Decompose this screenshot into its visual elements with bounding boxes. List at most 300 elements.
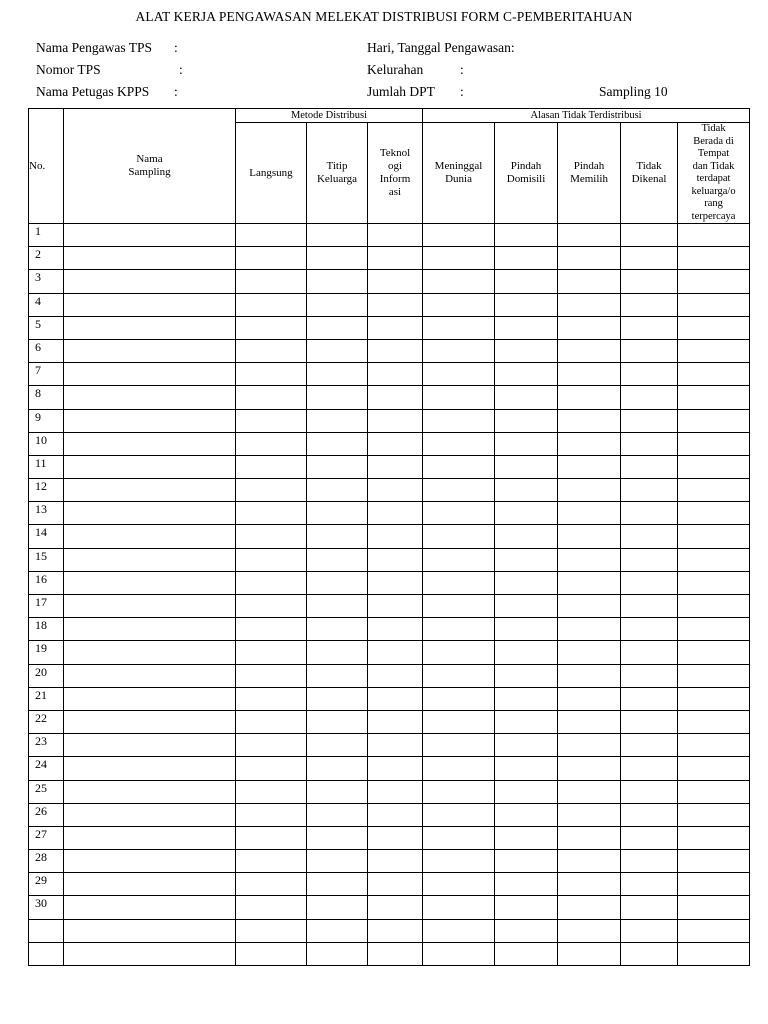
tidak-berada-cell[interactable] [678,850,750,873]
pindah-domisili-cell[interactable] [495,734,558,757]
teknologi-informasi-cell[interactable] [368,757,423,780]
titip-keluarga-cell[interactable] [307,710,368,733]
pindah-domisili-cell[interactable] [495,687,558,710]
row-number: 24 [29,757,64,780]
nama-sampling-cell[interactable] [64,502,236,525]
teknologi-informasi-cell[interactable] [368,386,423,409]
pindah-memilih-cell[interactable] [558,432,621,455]
langsung-cell[interactable] [236,734,307,757]
pindah-domisili-cell[interactable] [495,432,558,455]
header-teknologi-informasi: Teknol ogi Inform asi [368,123,423,224]
tidak-dikenal-cell[interactable] [621,525,678,548]
meninggal-dunia-cell[interactable] [423,826,495,849]
langsung-cell[interactable] [236,571,307,594]
pindah-domisili-cell[interactable] [495,339,558,362]
titip-keluarga-cell[interactable] [307,734,368,757]
titip-keluarga-cell[interactable] [307,502,368,525]
teknologi-informasi-cell[interactable] [368,873,423,896]
titip-keluarga-cell[interactable] [307,432,368,455]
pindah-memilih-cell[interactable] [558,641,621,664]
pindah-domisili-cell[interactable] [495,826,558,849]
meninggal-dunia-cell[interactable] [423,363,495,386]
langsung-cell[interactable] [236,710,307,733]
meninggal-dunia-cell[interactable] [423,455,495,478]
meninggal-dunia-cell[interactable] [423,479,495,502]
langsung-cell[interactable] [236,502,307,525]
tidak-dikenal-cell[interactable] [621,942,678,965]
titip-keluarga-cell[interactable] [307,224,368,247]
meninggal-dunia-cell[interactable] [423,502,495,525]
titip-keluarga-cell[interactable] [307,571,368,594]
tidak-berada-cell[interactable] [678,687,750,710]
nama-sampling-cell[interactable] [64,479,236,502]
tidak-dikenal-cell[interactable] [621,595,678,618]
nama-sampling-cell[interactable] [64,850,236,873]
nama-sampling-cell[interactable] [64,363,236,386]
titip-keluarga-cell[interactable] [307,525,368,548]
titip-keluarga-cell[interactable] [307,919,368,942]
titip-keluarga-cell[interactable] [307,363,368,386]
titip-keluarga-cell[interactable] [307,247,368,270]
titip-keluarga-cell[interactable] [307,873,368,896]
pindah-memilih-cell[interactable] [558,525,621,548]
pindah-domisili-cell[interactable] [495,270,558,293]
pindah-domisili-cell[interactable] [495,409,558,432]
label-kelurahan: Kelurahan [367,62,424,77]
pindah-memilih-cell[interactable] [558,850,621,873]
tidak-dikenal-cell[interactable] [621,618,678,641]
tidak-dikenal-cell[interactable] [621,919,678,942]
langsung-cell[interactable] [236,687,307,710]
pindah-memilih-cell[interactable] [558,618,621,641]
meninggal-dunia-cell[interactable] [423,873,495,896]
tidak-berada-cell[interactable] [678,919,750,942]
titip-keluarga-cell[interactable] [307,455,368,478]
tidak-berada-cell[interactable] [678,386,750,409]
meninggal-dunia-cell[interactable] [423,432,495,455]
titip-keluarga-cell[interactable] [307,618,368,641]
langsung-cell[interactable] [236,409,307,432]
meninggal-dunia-cell[interactable] [423,247,495,270]
tidak-berada-cell[interactable] [678,873,750,896]
nama-sampling-cell[interactable] [64,734,236,757]
nama-sampling-cell[interactable] [64,455,236,478]
tidak-dikenal-cell[interactable] [621,780,678,803]
langsung-cell[interactable] [236,363,307,386]
teknologi-informasi-cell[interactable] [368,826,423,849]
tidak-berada-cell[interactable] [678,803,750,826]
meninggal-dunia-cell[interactable] [423,618,495,641]
tidak-dikenal-cell[interactable] [621,479,678,502]
pindah-memilih-cell[interactable] [558,270,621,293]
langsung-cell[interactable] [236,339,307,362]
pindah-memilih-cell[interactable] [558,363,621,386]
titip-keluarga-cell[interactable] [307,803,368,826]
tidak-berada-cell[interactable] [678,548,750,571]
titip-keluarga-cell[interactable] [307,595,368,618]
teknologi-informasi-cell[interactable] [368,734,423,757]
langsung-cell[interactable] [236,803,307,826]
pindah-domisili-cell[interactable] [495,479,558,502]
langsung-cell[interactable] [236,826,307,849]
tidak-dikenal-cell[interactable] [621,826,678,849]
pindah-memilih-cell[interactable] [558,386,621,409]
langsung-cell[interactable] [236,224,307,247]
tidak-dikenal-cell[interactable] [621,293,678,316]
titip-keluarga-cell[interactable] [307,339,368,362]
meninggal-dunia-cell[interactable] [423,571,495,594]
pindah-domisili-cell[interactable] [495,502,558,525]
langsung-cell[interactable] [236,247,307,270]
langsung-cell[interactable] [236,548,307,571]
meninggal-dunia-cell[interactable] [423,316,495,339]
tidak-berada-cell[interactable] [678,247,750,270]
nama-sampling-cell[interactable] [64,386,236,409]
tidak-berada-cell[interactable] [678,479,750,502]
nama-sampling-cell[interactable] [64,873,236,896]
nama-sampling-cell[interactable] [64,525,236,548]
tidak-dikenal-cell[interactable] [621,270,678,293]
tidak-dikenal-cell[interactable] [621,432,678,455]
pindah-domisili-cell[interactable] [495,363,558,386]
nama-sampling-cell[interactable] [64,919,236,942]
tidak-berada-cell[interactable] [678,641,750,664]
pindah-domisili-cell[interactable] [495,618,558,641]
table-row [29,803,750,826]
titip-keluarga-cell[interactable] [307,293,368,316]
tidak-berada-cell[interactable] [678,502,750,525]
tidak-dikenal-cell[interactable] [621,316,678,339]
langsung-cell[interactable] [236,757,307,780]
pindah-domisili-cell[interactable] [495,386,558,409]
nama-sampling-cell[interactable] [64,247,236,270]
titip-keluarga-cell[interactable] [307,641,368,664]
titip-keluarga-cell[interactable] [307,386,368,409]
meninggal-dunia-cell[interactable] [423,525,495,548]
teknologi-informasi-cell[interactable] [368,339,423,362]
pindah-domisili-cell[interactable] [495,455,558,478]
teknologi-informasi-cell[interactable] [368,942,423,965]
pindah-memilih-cell[interactable] [558,757,621,780]
pindah-domisili-cell[interactable] [495,919,558,942]
langsung-cell[interactable] [236,595,307,618]
tidak-berada-cell[interactable] [678,595,750,618]
pindah-memilih-cell[interactable] [558,247,621,270]
nama-sampling-cell[interactable] [64,409,236,432]
pindah-memilih-cell[interactable] [558,664,621,687]
pindah-memilih-cell[interactable] [558,734,621,757]
langsung-cell[interactable] [236,386,307,409]
pindah-memilih-cell[interactable] [558,502,621,525]
tidak-berada-cell[interactable] [678,293,750,316]
teknologi-informasi-cell[interactable] [368,803,423,826]
meninggal-dunia-cell[interactable] [423,548,495,571]
pindah-domisili-cell[interactable] [495,548,558,571]
tidak-dikenal-cell[interactable] [621,571,678,594]
teknologi-informasi-cell[interactable] [368,247,423,270]
pindah-domisili-cell[interactable] [495,942,558,965]
meninggal-dunia-cell[interactable] [423,734,495,757]
langsung-cell[interactable] [236,850,307,873]
meninggal-dunia-cell[interactable] [423,641,495,664]
teknologi-informasi-cell[interactable] [368,409,423,432]
titip-keluarga-cell[interactable] [307,270,368,293]
teknologi-informasi-cell[interactable] [368,548,423,571]
pindah-memilih-cell[interactable] [558,803,621,826]
titip-keluarga-cell[interactable] [307,664,368,687]
meninggal-dunia-cell[interactable] [423,757,495,780]
langsung-cell[interactable] [236,479,307,502]
nama-sampling-cell[interactable] [64,687,236,710]
teknologi-informasi-cell[interactable] [368,919,423,942]
pindah-memilih-cell[interactable] [558,826,621,849]
langsung-cell[interactable] [236,455,307,478]
nama-sampling-cell[interactable] [64,270,236,293]
nama-sampling-cell[interactable] [64,710,236,733]
tidak-berada-cell[interactable] [678,734,750,757]
pindah-memilih-cell[interactable] [558,710,621,733]
tidak-berada-cell[interactable] [678,363,750,386]
tidak-dikenal-cell[interactable] [621,710,678,733]
tidak-dikenal-cell[interactable] [621,757,678,780]
tidak-dikenal-cell[interactable] [621,664,678,687]
nama-sampling-cell[interactable] [64,641,236,664]
teknologi-informasi-cell[interactable] [368,850,423,873]
pindah-memilih-cell[interactable] [558,224,621,247]
pindah-memilih-cell[interactable] [558,595,621,618]
nama-sampling-cell[interactable] [64,224,236,247]
pindah-domisili-cell[interactable] [495,780,558,803]
teknologi-informasi-cell[interactable] [368,363,423,386]
teknologi-informasi-cell[interactable] [368,432,423,455]
teknologi-informasi-cell[interactable] [368,687,423,710]
meninggal-dunia-cell[interactable] [423,896,495,919]
titip-keluarga-cell[interactable] [307,687,368,710]
tidak-berada-cell[interactable] [678,664,750,687]
meninggal-dunia-cell[interactable] [423,664,495,687]
tidak-dikenal-cell[interactable] [621,386,678,409]
pindah-domisili-cell[interactable] [495,641,558,664]
langsung-cell[interactable] [236,780,307,803]
pindah-memilih-cell[interactable] [558,942,621,965]
tidak-berada-cell[interactable] [678,710,750,733]
teknologi-informasi-cell[interactable] [368,224,423,247]
tidak-berada-cell[interactable] [678,826,750,849]
pindah-memilih-cell[interactable] [558,479,621,502]
teknologi-informasi-cell[interactable] [368,455,423,478]
nama-sampling-cell[interactable] [64,618,236,641]
meninggal-dunia-cell[interactable] [423,803,495,826]
tidak-dikenal-cell[interactable] [621,850,678,873]
pindah-domisili-cell[interactable] [495,873,558,896]
pindah-memilih-cell[interactable] [558,293,621,316]
nama-sampling-cell[interactable] [64,803,236,826]
nama-sampling-cell[interactable] [64,896,236,919]
teknologi-informasi-cell[interactable] [368,479,423,502]
nama-sampling-cell[interactable] [64,595,236,618]
pindah-domisili-cell[interactable] [495,850,558,873]
tidak-dikenal-cell[interactable] [621,641,678,664]
tidak-berada-cell[interactable] [678,316,750,339]
meninggal-dunia-cell[interactable] [423,942,495,965]
nama-sampling-cell[interactable] [64,432,236,455]
meninggal-dunia-cell[interactable] [423,409,495,432]
tidak-berada-cell[interactable] [678,455,750,478]
teknologi-informasi-cell[interactable] [368,896,423,919]
teknologi-informasi-cell[interactable] [368,780,423,803]
langsung-cell[interactable] [236,432,307,455]
pindah-domisili-cell[interactable] [495,224,558,247]
tidak-dikenal-cell[interactable] [621,247,678,270]
pindah-memilih-cell[interactable] [558,780,621,803]
titip-keluarga-cell[interactable] [307,942,368,965]
pindah-domisili-cell[interactable] [495,757,558,780]
tidak-berada-cell[interactable] [678,224,750,247]
pindah-domisili-cell[interactable] [495,803,558,826]
langsung-cell[interactable] [236,618,307,641]
teknologi-informasi-cell[interactable] [368,571,423,594]
teknologi-informasi-cell[interactable] [368,618,423,641]
langsung-cell[interactable] [236,942,307,965]
pindah-domisili-cell[interactable] [495,293,558,316]
pindah-domisili-cell[interactable] [495,316,558,339]
header-alasan-tidak-terdistribusi: Alasan Tidak Terdistribusi [423,109,750,123]
nama-sampling-cell[interactable] [64,826,236,849]
pindah-memilih-cell[interactable] [558,919,621,942]
titip-keluarga-cell[interactable] [307,896,368,919]
teknologi-informasi-cell[interactable] [368,525,423,548]
titip-keluarga-cell[interactable] [307,780,368,803]
meninggal-dunia-cell[interactable] [423,293,495,316]
row-number: 7 [29,363,64,386]
nama-sampling-cell[interactable] [64,316,236,339]
meninggal-dunia-cell[interactable] [423,595,495,618]
tidak-dikenal-cell[interactable] [621,803,678,826]
nama-sampling-cell[interactable] [64,339,236,362]
header-pindah-domisili: Pindah Domisili [495,123,558,224]
nama-sampling-cell[interactable] [64,571,236,594]
langsung-cell[interactable] [236,293,307,316]
pindah-memilih-cell[interactable] [558,316,621,339]
tidak-dikenal-cell[interactable] [621,896,678,919]
tidak-dikenal-cell[interactable] [621,409,678,432]
table-row [29,873,750,896]
langsung-cell[interactable] [236,525,307,548]
langsung-cell[interactable] [236,316,307,339]
pindah-domisili-cell[interactable] [495,595,558,618]
tidak-berada-cell[interactable] [678,780,750,803]
header-langsung: Langsung [236,123,307,224]
meninggal-dunia-cell[interactable] [423,386,495,409]
pindah-memilih-cell[interactable] [558,548,621,571]
tidak-dikenal-cell[interactable] [621,455,678,478]
tidak-berada-cell[interactable] [678,270,750,293]
tidak-dikenal-cell[interactable] [621,502,678,525]
nama-sampling-cell[interactable] [64,664,236,687]
meninggal-dunia-cell[interactable] [423,687,495,710]
titip-keluarga-cell[interactable] [307,316,368,339]
nama-sampling-cell[interactable] [64,942,236,965]
meninggal-dunia-cell[interactable] [423,339,495,362]
table-body [29,224,750,966]
meninggal-dunia-cell[interactable] [423,710,495,733]
pindah-domisili-cell[interactable] [495,664,558,687]
tidak-berada-cell[interactable] [678,942,750,965]
titip-keluarga-cell[interactable] [307,757,368,780]
pindah-memilih-cell[interactable] [558,896,621,919]
titip-keluarga-cell[interactable] [307,850,368,873]
tidak-berada-cell[interactable] [678,432,750,455]
titip-keluarga-cell[interactable] [307,548,368,571]
meninggal-dunia-cell[interactable] [423,224,495,247]
tidak-berada-cell[interactable] [678,757,750,780]
pindah-domisili-cell[interactable] [495,896,558,919]
tidak-dikenal-cell[interactable] [621,363,678,386]
meninggal-dunia-cell[interactable] [423,780,495,803]
tidak-berada-cell[interactable] [678,896,750,919]
titip-keluarga-cell[interactable] [307,826,368,849]
meninggal-dunia-cell[interactable] [423,850,495,873]
pindah-domisili-cell[interactable] [495,525,558,548]
langsung-cell[interactable] [236,641,307,664]
tidak-berada-cell[interactable] [678,339,750,362]
langsung-cell[interactable] [236,270,307,293]
meninggal-dunia-cell[interactable] [423,919,495,942]
nama-sampling-cell[interactable] [64,757,236,780]
tidak-berada-cell[interactable] [678,571,750,594]
teknologi-informasi-cell[interactable] [368,316,423,339]
row-number: 19 [29,641,64,664]
teknologi-informasi-cell[interactable] [368,595,423,618]
tidak-berada-cell[interactable] [678,525,750,548]
nama-sampling-cell[interactable] [64,548,236,571]
titip-keluarga-cell[interactable] [307,479,368,502]
tidak-berada-cell[interactable] [678,618,750,641]
teknologi-informasi-cell[interactable] [368,270,423,293]
teknologi-informasi-cell[interactable] [368,502,423,525]
pindah-domisili-cell[interactable] [495,710,558,733]
tidak-dikenal-cell[interactable] [621,734,678,757]
pindah-memilih-cell[interactable] [558,873,621,896]
tidak-dikenal-cell[interactable] [621,339,678,362]
tidak-berada-cell[interactable] [678,409,750,432]
langsung-cell[interactable] [236,664,307,687]
tidak-dikenal-cell[interactable] [621,224,678,247]
tidak-dikenal-cell[interactable] [621,687,678,710]
pindah-memilih-cell[interactable] [558,571,621,594]
teknologi-informasi-cell[interactable] [368,293,423,316]
pindah-domisili-cell[interactable] [495,247,558,270]
titip-keluarga-cell[interactable] [307,409,368,432]
langsung-cell[interactable] [236,896,307,919]
pindah-memilih-cell[interactable] [558,687,621,710]
teknologi-informasi-cell[interactable] [368,664,423,687]
nama-sampling-cell[interactable] [64,293,236,316]
teknologi-informasi-cell[interactable] [368,641,423,664]
meninggal-dunia-cell[interactable] [423,270,495,293]
pindah-domisili-cell[interactable] [495,571,558,594]
langsung-cell[interactable] [236,873,307,896]
langsung-cell[interactable] [236,919,307,942]
tidak-dikenal-cell[interactable] [621,548,678,571]
table-row [29,687,750,710]
nama-sampling-cell[interactable] [64,780,236,803]
pindah-memilih-cell[interactable] [558,409,621,432]
pindah-memilih-cell[interactable] [558,455,621,478]
tidak-dikenal-cell[interactable] [621,873,678,896]
pindah-memilih-cell[interactable] [558,339,621,362]
teknologi-informasi-cell[interactable] [368,710,423,733]
